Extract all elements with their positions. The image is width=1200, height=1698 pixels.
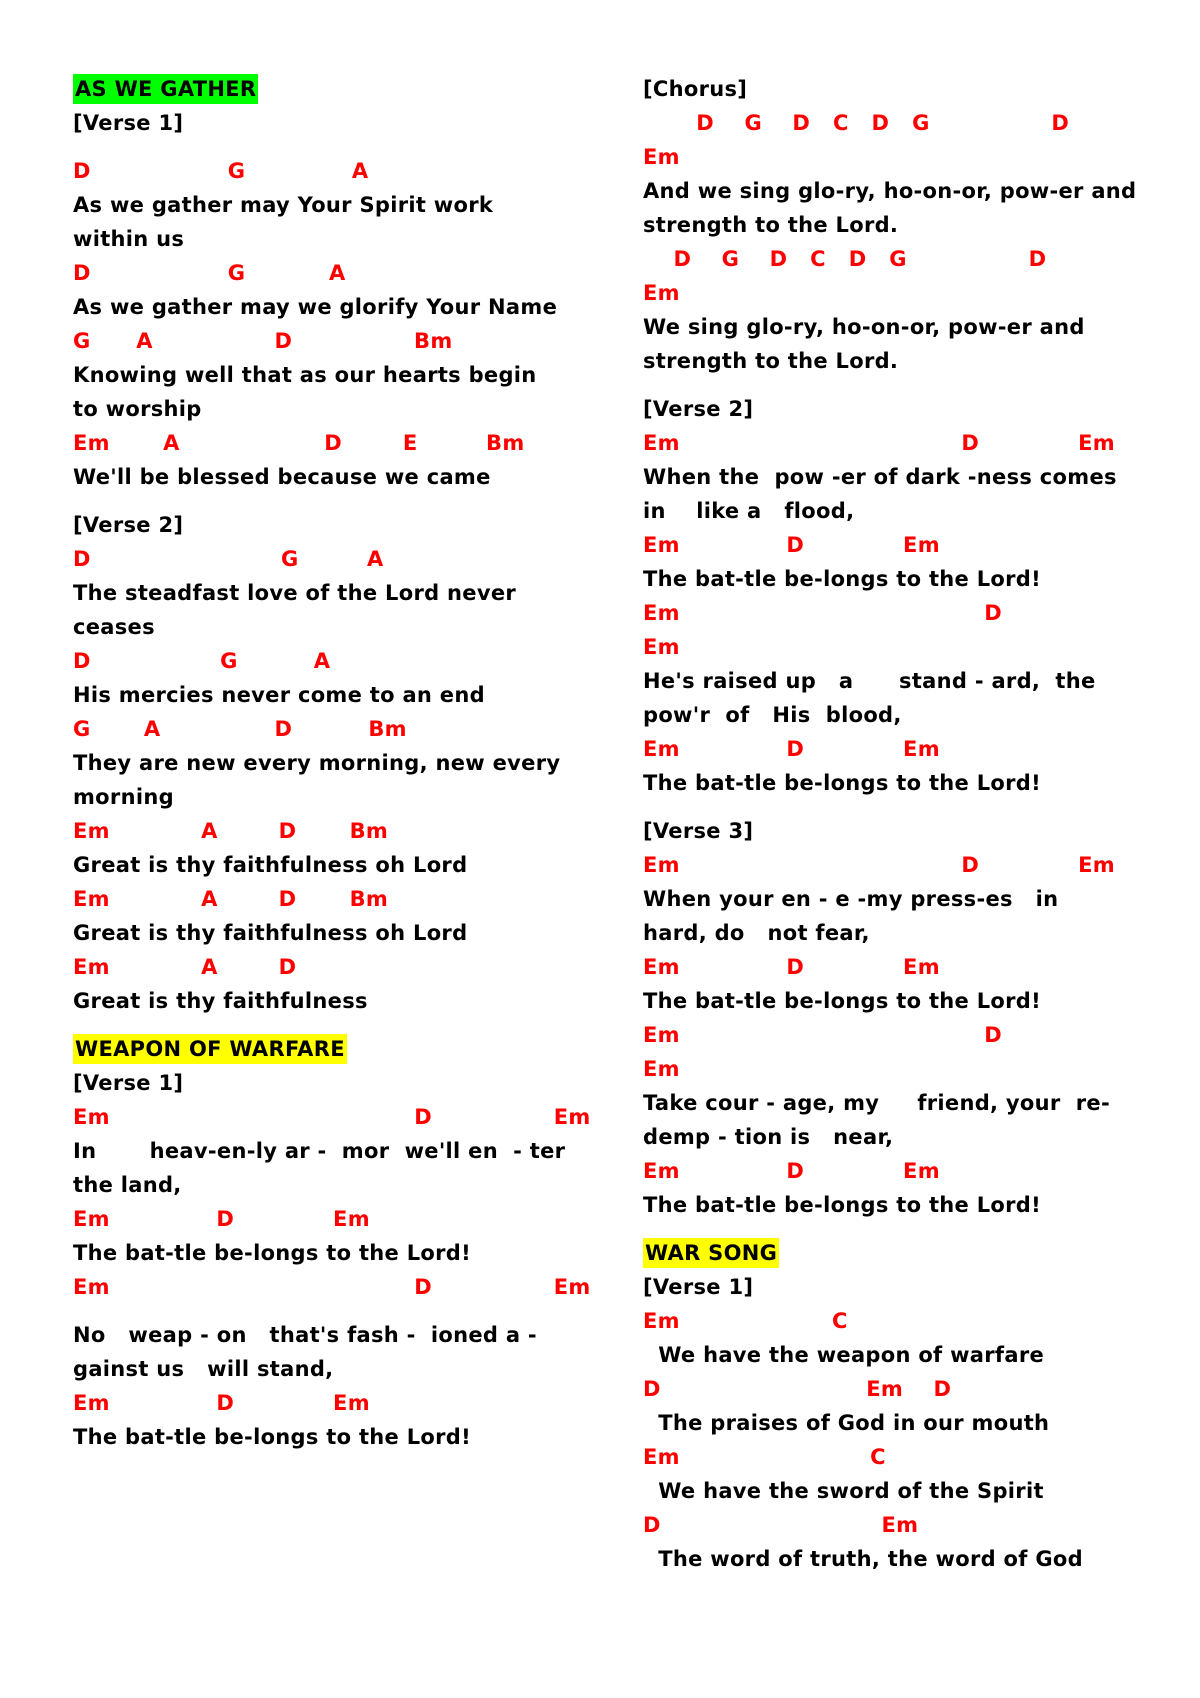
lyric-line: The bat-tle be-longs to the Lord! — [643, 567, 1041, 591]
lyric-line: As we gather may Your Spirit work — [73, 193, 494, 217]
lyric-line: gainst us will stand, — [73, 1357, 334, 1381]
chord-line: Em D Em — [73, 1391, 370, 1415]
song-title-text: AS WE GATHER — [73, 74, 258, 104]
lyric-line: His mercies never come to an end — [73, 683, 485, 707]
lyric-line: As we gather may we glorify Your Name — [73, 295, 558, 319]
chord-line: Em D Em — [73, 1105, 591, 1129]
chord-line: D Em — [643, 1513, 919, 1537]
lyric-line: And we sing glo-ry, ho-on-or, pow-er and — [643, 179, 1137, 203]
lyric-line: strength to the Lord. — [643, 213, 899, 237]
lyric-line: morning — [73, 785, 174, 809]
song-title — [73, 72, 593, 106]
right-column — [643, 72, 1163, 1576]
chord-line: Em A D Bm — [73, 887, 389, 911]
chord-line: Em D Em — [73, 1275, 591, 1299]
lyric-line: The bat-tle be-longs to the Lord! — [643, 989, 1041, 1013]
lyric-line: hard, do not fear, — [643, 921, 870, 945]
lyric-line: Knowing well that as our hearts begin — [73, 363, 537, 387]
lyric-line: The bat-tle be-longs to the Lord! — [643, 771, 1041, 795]
chord-line: D G D C D G D — [643, 247, 1047, 271]
lyric-line: No weap - on that's fash - ioned a - — [73, 1323, 537, 1347]
chord-line: Em D Em — [643, 533, 940, 557]
lyric-line: The word of truth, the word of God — [643, 1547, 1083, 1571]
chord-line: Em D Em — [643, 853, 1115, 877]
chord-line: D G A — [73, 261, 346, 285]
chord-line: Em D Em — [643, 737, 940, 761]
lyric-line: The praises of God in our mouth — [643, 1411, 1050, 1435]
chord-line: D G D C D G D — [643, 111, 1070, 135]
song-title — [73, 1032, 593, 1066]
song-title — [643, 1236, 1163, 1270]
chord-line: Em C — [643, 1445, 886, 1469]
chord-line: Em A D E Bm — [73, 431, 525, 455]
chord-line: Em — [643, 1057, 680, 1081]
section-label: [Chorus] — [643, 77, 748, 101]
lyric-line: the land, — [73, 1173, 182, 1197]
lyric-line: The bat-tle be-longs to the Lord! — [643, 1193, 1041, 1217]
chord-line: Em A D — [73, 955, 297, 979]
chord-line: D Em D — [643, 1377, 952, 1401]
lyric-line: We sing glo-ry, ho-on-or, pow-er and — [643, 315, 1085, 339]
lyric-line: We have the sword of the Spirit — [643, 1479, 1044, 1503]
lyric-line: Take cour - age, my friend, your re- — [643, 1091, 1110, 1115]
chord-line: Em D — [643, 601, 1002, 625]
chord-line: Em D Em — [643, 431, 1115, 455]
chord-line: Em — [643, 635, 680, 659]
lyric-line: When the pow -er of dark -ness comes — [643, 465, 1117, 489]
lyric-line: When your en - e -my press-es in — [643, 887, 1059, 911]
chord-line: Em — [643, 281, 680, 305]
chord-line: D G A — [73, 159, 369, 183]
lyric-line: strength to the Lord. — [643, 349, 899, 373]
lyric-line: They are new every morning, new every — [73, 751, 561, 775]
lyric-line: pow'r of His blood, — [643, 703, 902, 727]
lyric-line: Great is thy faithfulness oh Lord — [73, 921, 468, 945]
lyric-line: We have the weapon of warfare — [643, 1343, 1045, 1367]
chord-line: Em D — [643, 1023, 1002, 1047]
lyric-line: in like a flood, — [643, 499, 855, 523]
chord-line: G A D Bm — [73, 717, 407, 741]
chord-line: Em D Em — [643, 1159, 940, 1183]
lyric-line: to worship — [73, 397, 202, 421]
section-label: [Verse 1] — [73, 1071, 184, 1095]
chord-line: Em D Em — [643, 955, 940, 979]
chord-line: D G A — [73, 649, 331, 673]
lyric-line: He's raised up a stand - ard, the — [643, 669, 1096, 693]
lyric-line: We'll be blessed because we came — [73, 465, 491, 489]
chord-line: Em A D Bm — [73, 819, 389, 843]
section-label: [Verse 1] — [643, 1275, 754, 1299]
lyric-line: The bat-tle be-longs to the Lord! — [73, 1425, 471, 1449]
section-label: [Verse 3] — [643, 819, 754, 843]
section-label: [Verse 1] — [73, 111, 184, 135]
lyric-line: within us — [73, 227, 185, 251]
song-title-text: WEAPON OF WARFARE — [73, 1034, 347, 1064]
chord-line: D G A — [73, 547, 384, 571]
lyric-line: Great is thy faithfulness oh Lord — [73, 853, 468, 877]
lyric-line: The bat-tle be-longs to the Lord! — [73, 1241, 471, 1265]
lyric-line: ceases — [73, 615, 155, 639]
section-label: [Verse 2] — [73, 513, 184, 537]
lyric-line: demp - tion is near, — [643, 1125, 894, 1149]
lyric-line: The steadfast love of the Lord never — [73, 581, 517, 605]
song-title-text: WAR SONG — [643, 1238, 779, 1268]
lyric-line: In heav-en-ly ar - mor we'll en - ter — [73, 1139, 566, 1163]
chord-line: Em C — [643, 1309, 848, 1333]
chord-line: G A D Bm — [73, 329, 453, 353]
section-label: [Verse 2] — [643, 397, 754, 421]
lyric-line: Great is thy faithfulness — [73, 989, 368, 1013]
left-column — [73, 72, 593, 1454]
chord-line: Em — [643, 145, 680, 169]
chord-line: Em D Em — [73, 1207, 370, 1231]
